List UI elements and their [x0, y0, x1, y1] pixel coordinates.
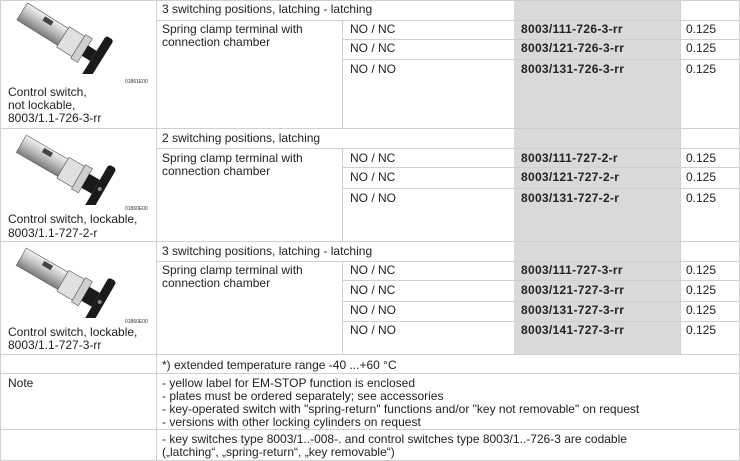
photo-id: 01860E00	[125, 206, 148, 212]
row-divider	[342, 321, 740, 322]
order-number: 8003/131-727-2-r	[521, 191, 620, 205]
product-description: 8003/1.1-726-3-rr	[8, 111, 102, 125]
column-divider	[156, 0, 157, 461]
note-label: Note	[8, 376, 34, 390]
footnote: *) extended temperature range -40 ...+60 °C	[162, 358, 397, 372]
terminal-type: connection chamber	[162, 35, 271, 49]
order-number: 8003/111-727-3-rr	[521, 263, 623, 277]
product-description: Control switch, lockable,	[8, 212, 138, 226]
weight: 0.125	[686, 283, 717, 297]
product-description: not lockable,	[8, 98, 76, 112]
row-divider	[342, 39, 740, 40]
note-line: - key-operated switch with "spring-return" functions and/or "key not removable" on request	[162, 402, 640, 416]
order-number: 8003/131-726-3-rr	[521, 62, 625, 76]
column-divider	[0, 0, 1, 461]
contacts: NO / NC	[350, 22, 396, 36]
row-divider	[0, 429, 740, 430]
switching-positions: 2 switching positions, latching	[162, 131, 321, 145]
weight: 0.125	[686, 323, 717, 337]
control-switch-photo	[6, 246, 121, 318]
product-description: Control switch,	[8, 85, 87, 99]
weight: 0.125	[686, 41, 717, 55]
column-divider	[342, 261, 343, 354]
row-divider	[0, 0, 740, 1]
row-divider	[156, 148, 740, 149]
weight: 0.125	[686, 303, 717, 317]
product-description: 8003/1.1-727-3-rr	[8, 338, 102, 352]
row-divider	[156, 20, 740, 21]
contacts: NO / NC	[350, 283, 396, 297]
row-divider	[156, 261, 740, 262]
note-line: - key switches type 8003/1..-008-. and control switches type 8003/1..-726-3 are codable	[162, 432, 627, 446]
order-number: 8003/121-727-2-r	[521, 170, 620, 184]
note-line: („latching“, „spring-return“, „key removable“)	[162, 445, 395, 459]
row-divider	[342, 188, 740, 189]
row-divider	[342, 280, 740, 281]
order-number: 8003/121-726-3-rr	[521, 41, 625, 55]
row-divider	[0, 373, 740, 374]
terminal-type: connection chamber	[162, 164, 271, 178]
order-number: 8003/121-727-3-rr	[521, 283, 625, 297]
row-divider	[342, 301, 740, 302]
terminal-type: Spring clamp terminal with	[162, 22, 303, 36]
column-divider	[342, 20, 343, 128]
order-number: 8003/111-726-3-rr	[521, 22, 623, 36]
switching-positions: 3 switching positions, latching - latching	[162, 2, 373, 16]
section-2	[0, 128, 740, 241]
photo-id: 01860E00	[125, 319, 148, 325]
row-divider	[342, 167, 740, 168]
order-number: 8003/131-727-3-rr	[521, 303, 625, 317]
order-number: 8003/141-727-3-rr	[521, 323, 625, 337]
row-divider	[0, 241, 740, 242]
column-divider	[342, 148, 343, 241]
product-description: 8003/1.1-727-2-r	[8, 226, 98, 240]
weight: 0.125	[686, 22, 717, 36]
row-divider	[0, 354, 740, 355]
weight: 0.125	[686, 62, 717, 76]
contacts: NO / NC	[350, 41, 396, 55]
section-3	[0, 241, 740, 354]
weight: 0.125	[686, 151, 717, 165]
row-divider	[342, 59, 740, 60]
photo-id: 01861E00	[125, 79, 148, 85]
note-line: - yellow label for EM-STOP function is enclosed	[162, 376, 416, 390]
contacts: NO / NC	[350, 151, 396, 165]
switching-positions: 3 switching positions, latching - latching	[162, 244, 373, 258]
control-switch-photo	[6, 133, 121, 205]
terminal-type: connection chamber	[162, 276, 271, 290]
note-line: - plates must be ordered separately; see accessories	[162, 389, 444, 403]
order-number: 8003/111-727-2-r	[521, 151, 618, 165]
contacts: NO / NO	[350, 323, 397, 337]
control-switch-photo	[6, 2, 121, 74]
product-description: Control switch, lockable,	[8, 325, 138, 339]
contacts: NO / NC	[350, 170, 396, 184]
contacts: NO / NO	[350, 303, 397, 317]
terminal-type: Spring clamp terminal with	[162, 263, 303, 277]
contacts: NO / NC	[350, 263, 396, 277]
weight: 0.125	[686, 263, 717, 277]
contacts: NO / NO	[350, 191, 397, 205]
weight: 0.125	[686, 191, 717, 205]
row-divider	[0, 128, 740, 129]
weight: 0.125	[686, 170, 717, 184]
note-line: - versions with other locking cylinders on request	[162, 415, 421, 429]
terminal-type: Spring clamp terminal with	[162, 151, 303, 165]
contacts: NO / NO	[350, 62, 397, 76]
